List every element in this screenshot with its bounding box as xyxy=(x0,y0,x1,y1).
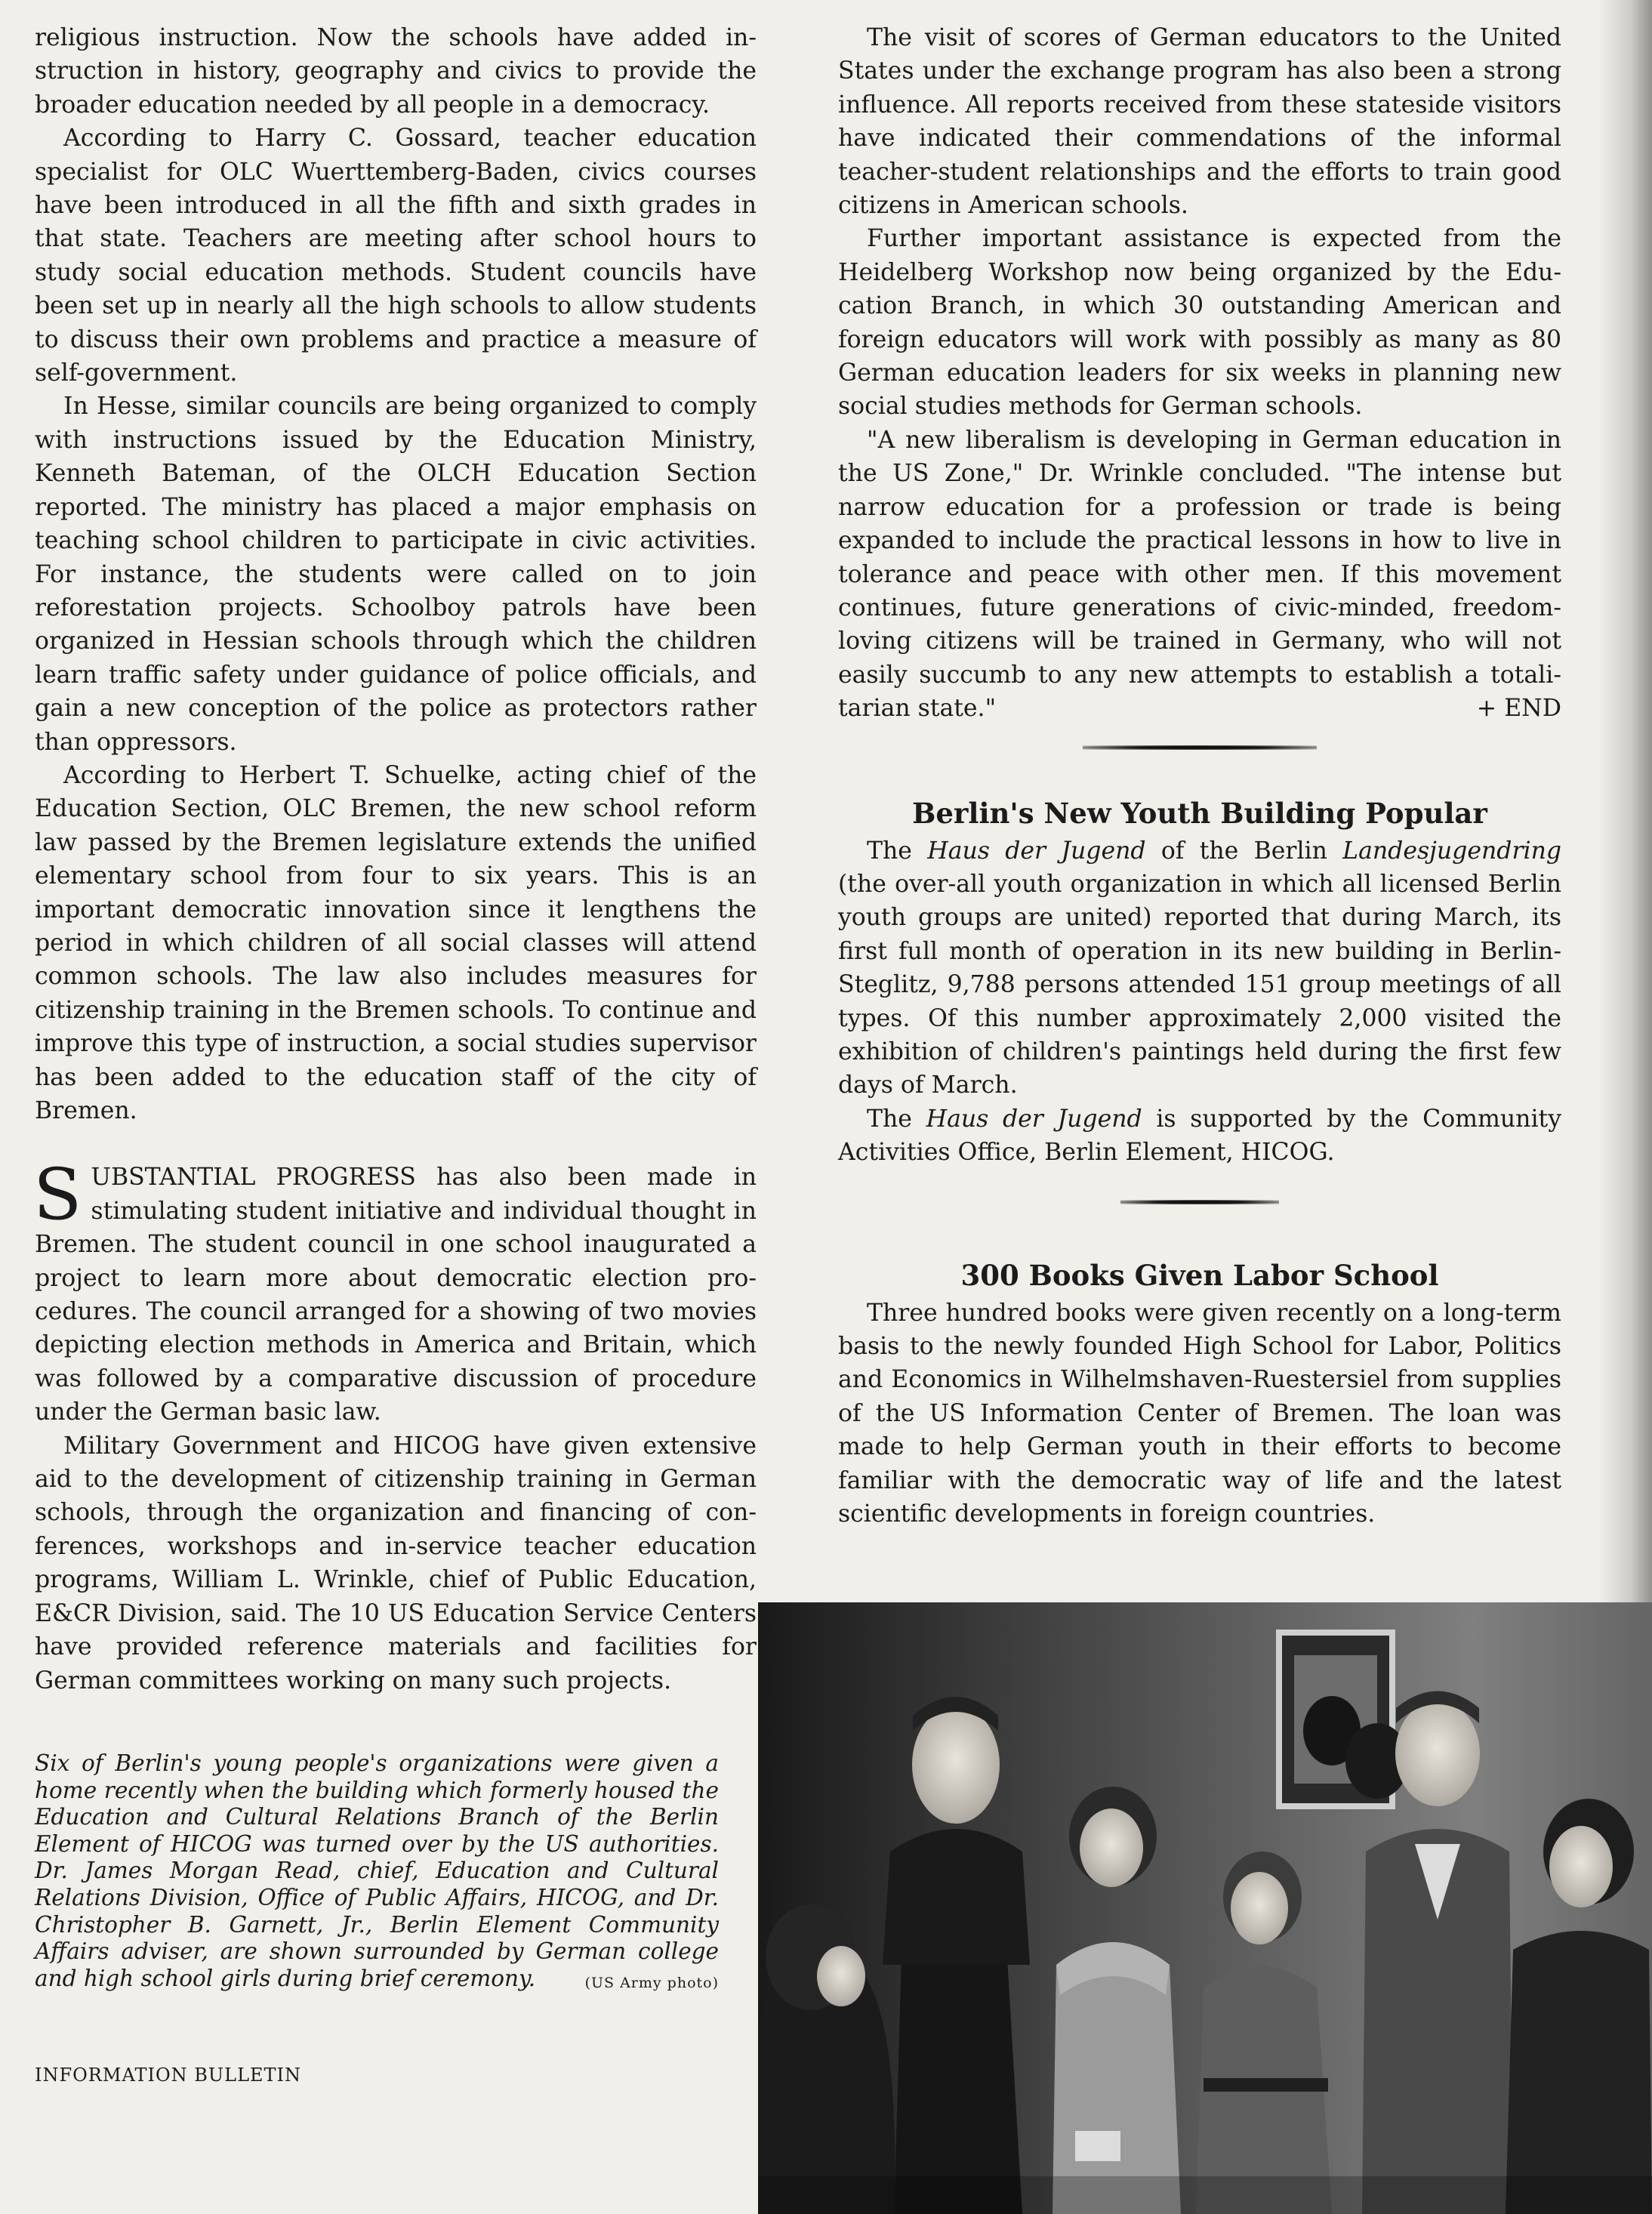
photo-caption xyxy=(35,1750,719,1997)
section-divider xyxy=(1083,745,1317,750)
text-run: of the Berlin xyxy=(1145,837,1343,865)
end-mark: + END xyxy=(1476,695,1561,723)
drop-cap-letter: S xyxy=(33,1154,82,1237)
italic-term: Landesjugendring xyxy=(1342,837,1562,865)
photo-illustration xyxy=(758,1602,1652,2214)
text-run: (the over-all youth organization in which all licensed Berlin youth groups are united) reported that during March, its first full month of operation in its new building in Berlin-Steglitz, 9,788 persons attended 151 group meetings of all types. Of this number approximately 2,000 visited the exhibition of children's paintings held during the first few days of March. xyxy=(838,870,1561,1099)
books-paragraph: Three hundred books were given recently on a long-term basis to the newly founded High School for Labor, Politics and Economics in Wilhelmshaven-Ruestersiel from supplies of the US Information Center of Bremen. The loan was made to help German youth in their efforts to become familiar with the democratic way of life and the latest scientific developments in foreign countries. xyxy=(838,1299,1561,1528)
youth-building-headline: Berlin's New Youth Building Popular xyxy=(912,796,1487,830)
books-headline: 300 Books Given Labor School xyxy=(960,1258,1439,1292)
section-gap xyxy=(35,1127,757,1161)
youth-paragraph-1 xyxy=(838,834,1561,1102)
group-photo xyxy=(758,1602,1652,2214)
dropcap-paragraph xyxy=(33,1154,757,1429)
left-column xyxy=(35,21,757,1698)
text-run: is supported by the Community Activities Office, Berlin Element, HICOG. xyxy=(838,1105,1561,1167)
text-run: The xyxy=(867,1105,926,1133)
left-paragraph-2: According to Harry C. Gossard, teacher education specialist for OLC Wuerttemberg-Baden, civics courses have been introduced in all the fifth and sixth grades in that state. Teachers are meeting after school hours to study social education methods. Student councils have been set up in nearly all the high schools to allow students to discuss their own problems and practice a measure of self-government. xyxy=(35,125,757,387)
italic-term: Haus der Jugend xyxy=(926,1105,1142,1133)
right-paragraph-1: The visit of scores of German educators to the United States under the exchange program has also been a strong influence. All reports received from these stateside visitors have indicated their commendations of the informal teacher-student relationships and the efforts to train good citizens in American schools. xyxy=(838,24,1561,220)
left-paragraph-1: religious instruction. Now the schools have added instruction in history, geography and civics to provide the broader education needed by all people in a democracy. xyxy=(35,24,757,119)
text-run: The xyxy=(867,837,928,865)
left-paragraph-3: In Hesse, similar councils are being organized to comply with instructions issued by the Education Ministry, Kenneth Bateman, of the OLCH Education Section reported. The ministry has placed a major emphasis on teaching school children to participate in civic activities. For instance, the students were called on to join reforestation projects. Schoolboy patrols have been organized in Hessian schools through which the children learn traffic safety under guidance of police officials, and gain a new conception of the police as protectors rather than oppressors. xyxy=(35,393,757,756)
dropcap-paragraph-text: has also been made in stimulating student initiative and individual thought in Bremen. The student council in one school inaugurated a project to learn more about democratic election procedures. The council arranged for a showing of two movies depicting election methods in America and Britain, which was followed by a comparative discussion of procedure under the German basic law. xyxy=(35,1164,757,1426)
photo-credit: (US Army photo) xyxy=(584,1974,719,1991)
youth-paragraph-2 xyxy=(838,1102,1561,1170)
section-divider xyxy=(1120,1200,1279,1204)
caption-text: Six of Berlin's young people's organizations were given a home recently when the building which formerly housed the Education and Cultural Relations Branch of the Berlin Element of HICOG was turned over by the US authorities. Dr. James Morgan Read, chief, Education and Cultural Relations Division, Office of Public Affairs, HICOG, and Dr. Christopher B. Garnett, Jr., Berlin Element Community Affairs adviser, are shown surrounded by German college and high school girls during brief ceremony. xyxy=(35,1750,719,1991)
dropcap-lead-in: UBSTANTIAL PROGRESS xyxy=(91,1164,416,1192)
right-paragraph-3 xyxy=(838,424,1561,726)
right-column xyxy=(838,21,1561,1531)
page-footer: INFORMATION BULLETIN xyxy=(35,2064,302,2086)
italic-term: Haus der Jugend xyxy=(927,837,1146,865)
left-paragraph-last: Military Government and HICOG have given extensive aid to the development of citizenship training in German schools, through the organization and financing of conferences, workshops and in-service teacher education programs, William L. Wrinkle, chief of Public Education, E&CR Division, said. The 10 US Education Service Centers have provided reference materials and facilities for German committees working on many such projects. xyxy=(35,1432,757,1694)
right-paragraph-3-text: "A new liberalism is developing in German education in the US Zone," Dr. Wrinkle concluded. "The intense but narrow education for a profession or trade is being expanded to include the practical lessons in how to live in tolerance and peace with other men. If this movement continues, future generations of civic-minded, freedom-loving citizens will be trained in Germany, who will not easily succumb to any new attempts to establish a totalitarian state." xyxy=(838,426,1561,723)
right-paragraph-2: Further important assistance is expected from the Heidelberg Workshop now being organized by the Education Branch, in which 30 outstanding American and foreign educators will work with possibly as many as 80 German education leaders for six weeks in planning new social studies methods for German schools. xyxy=(838,225,1561,421)
left-paragraph-4: According to Herbert T. Schuelke, acting chief of the Education Section, OLC Bremen, the new school reform law passed by the Bremen legislature extends the unified elementary school from four to six years. This is an important democratic innovation since it lengthens the period in which children of all social classes will attend common schools. The law also includes measures for citizenship training in the Bremen schools. To continue and improve this type of instruction, a social studies supervisor has been added to the education staff of the city of Bremen. xyxy=(35,761,757,1124)
